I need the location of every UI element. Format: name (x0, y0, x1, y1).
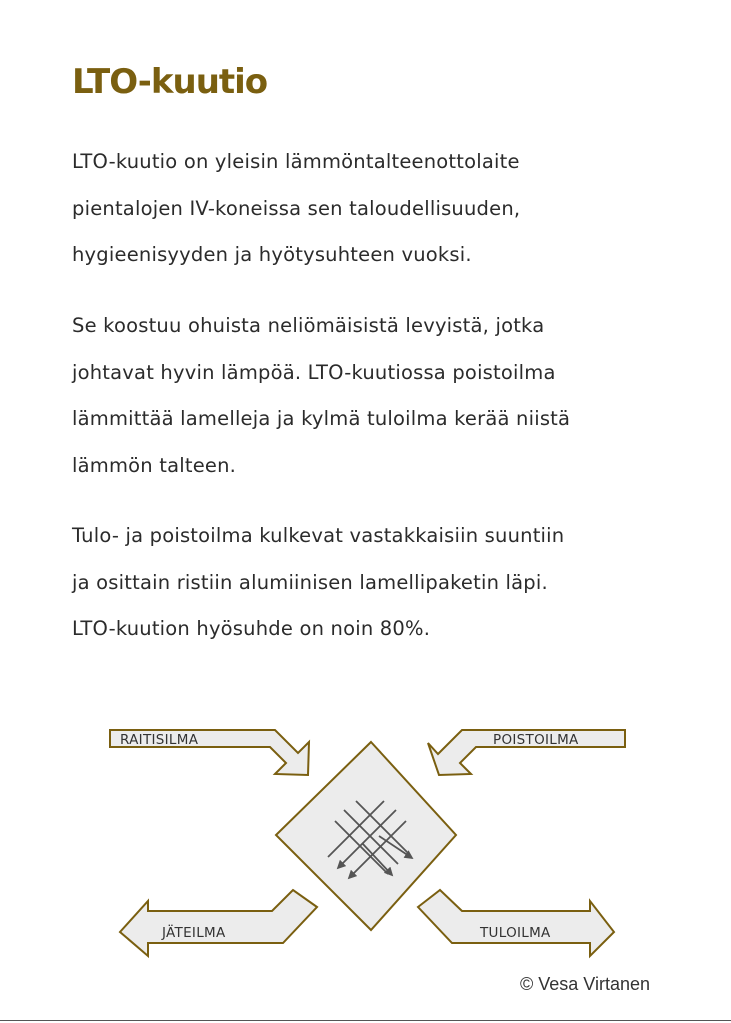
paragraph-structure (72, 303, 570, 489)
paragraph-intro (72, 139, 520, 279)
text-line: LTO-kuutio on yleisin lämmöntalteenottolaite (72, 150, 520, 173)
tuloilma-arrow (418, 890, 614, 956)
text-line: Tulo- ja poistoilma kulkevat vastakkaisiin suuntiin (72, 524, 565, 547)
text-line: pientalojen IV-koneissa sen taloudellisuuden, (72, 196, 521, 220)
text-line: lämmön talteen. (72, 453, 237, 477)
raitisilma-label: RAITISILMA (120, 732, 199, 748)
text-line: lämmittää lamelleja ja kylmä tuloilma kerää niistä (72, 407, 571, 430)
raitisilma-arrow (110, 730, 309, 775)
copyright: © Vesa Virtanen (520, 974, 651, 994)
text-line: LTO-kuution hyösuhde on noin 80%. (72, 617, 431, 640)
poistoilma-label: POISTOILMA (493, 732, 579, 748)
paragraph-flow (72, 513, 564, 653)
text-line: Se koostuu ohuista neliömäisistä levyistä, jotka (72, 314, 545, 337)
poistoilma-arrow (428, 730, 625, 775)
lto-diagram (100, 715, 630, 965)
text-line: hygieenisyyden ja hyötysuhteen vuoksi. (72, 243, 472, 266)
tuloilma-label: TULOILMA (480, 925, 551, 941)
text-line: ja osittain ristiin alumiinisen lamellipaketin läpi. (72, 570, 548, 594)
jateilma-label: JÄTEILMA (162, 925, 226, 941)
text-line: johtavat hyvin lämpöä. LTO-kuutiossa poistoilma (72, 360, 556, 384)
jateilma-arrow (120, 890, 317, 956)
divider (0, 1020, 731, 1021)
page-title: LTO-kuutio (72, 62, 268, 102)
